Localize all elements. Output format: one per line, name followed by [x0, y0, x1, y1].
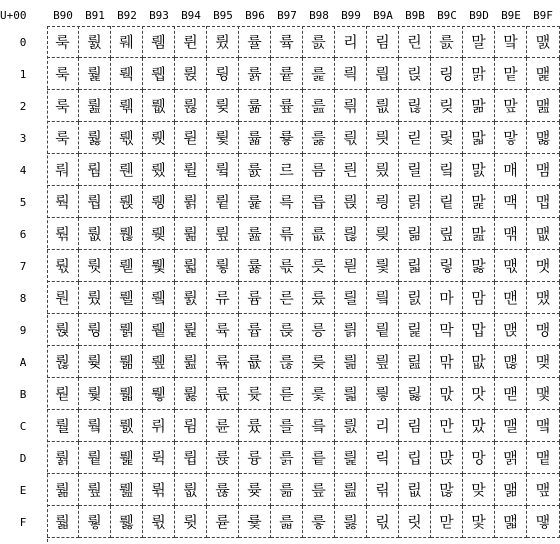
glyph-cell: 마 — [431, 282, 463, 314]
glyph-cell: 륃 — [175, 122, 207, 154]
row-header: C — [19, 420, 27, 433]
glyph-cell: 뤭 — [111, 442, 143, 474]
glyph-cell: 륊 — [175, 346, 207, 378]
glyph-cell: 륞 — [207, 474, 239, 506]
glyph-cell: 릿 — [399, 506, 431, 538]
glyph-cell: 맓 — [463, 122, 495, 154]
glyph-cell: 뤾 — [143, 474, 175, 506]
glyph-cell: 맇 — [431, 250, 463, 282]
glyph-cell: 뤏 — [47, 506, 79, 538]
glyph-cell: 뤪 — [111, 346, 143, 378]
glyph-cell: 맗 — [463, 250, 495, 282]
row-header: F — [19, 516, 27, 529]
glyph-cell: 릞 — [335, 474, 367, 506]
glyph-cell: 륑 — [207, 58, 239, 90]
glyph-cell: 뤺 — [143, 346, 175, 378]
glyph-cell: 뤘 — [79, 282, 111, 314]
glyph-cell: 뤸 — [143, 282, 175, 314]
glyph-cell: 륫 — [239, 378, 271, 410]
glyph-cell: 맜 — [463, 410, 495, 442]
glyph-cell: 맢 — [495, 90, 527, 122]
glyph-cell: 륩 — [239, 314, 271, 346]
glyph-cell: 륳 — [271, 122, 303, 154]
glyph-cell: 맹 — [527, 314, 560, 346]
column-header: B99 — [341, 9, 361, 22]
glyph-cell: 맾 — [527, 474, 560, 506]
glyph-cell: 륱 — [271, 58, 303, 90]
glyph-cell: 뤶 — [143, 218, 175, 250]
glyph-cell: 륕 — [207, 186, 239, 218]
glyph-cell: 륅 — [175, 186, 207, 218]
glyph-cell: 륙 — [207, 314, 239, 346]
row-header: 4 — [19, 164, 27, 177]
glyph-cell: 만 — [431, 410, 463, 442]
glyph-cell: 뤜 — [79, 410, 111, 442]
glyph-cell: 륏 — [175, 506, 207, 538]
glyph-cell: 륤 — [239, 154, 271, 186]
glyph-cell: 림 — [367, 26, 399, 58]
glyph-cell: 맔 — [463, 154, 495, 186]
glyph-cell: 뤑 — [79, 58, 111, 90]
glyph-cell: 륲 — [271, 90, 303, 122]
glyph-cell: 릏 — [303, 506, 335, 538]
glyph-cell: 륧 — [239, 250, 271, 282]
glyph-cell: 뤆 — [47, 218, 79, 250]
glyph-cell: 맘 — [463, 282, 495, 314]
glyph-cell: 맟 — [463, 506, 495, 538]
glyph-cell: 뤬 — [111, 410, 143, 442]
glyph-cell: 립 — [399, 442, 431, 474]
glyph-cell: 륝 — [207, 442, 239, 474]
glyph-cell: 륻 — [271, 378, 303, 410]
glyph-cell: 뤱 — [143, 58, 175, 90]
glyph-cell: 릒 — [335, 90, 367, 122]
column-header: B9C — [437, 9, 457, 22]
glyph-cell: 맄 — [431, 154, 463, 186]
column-header: B92 — [117, 9, 137, 22]
glyph-cell: 뤩 — [111, 314, 143, 346]
glyph-cell: 뤰 — [143, 26, 175, 58]
glyph-cell: 뤠 — [111, 26, 143, 58]
glyph-cell: 릕 — [335, 186, 367, 218]
glyph-cell: 륆 — [175, 218, 207, 250]
glyph-cell: 륡 — [239, 58, 271, 90]
glyph-cell: 릨 — [367, 282, 399, 314]
glyph-cell: 륿 — [271, 506, 303, 538]
glyph-cell: 릡 — [367, 58, 399, 90]
glyph-cell: 맅 — [431, 186, 463, 218]
column-header: B9F — [533, 9, 553, 22]
glyph-cell: 릫 — [367, 378, 399, 410]
glyph-cell: 맰 — [527, 26, 560, 58]
glyph-cell: 뤒 — [79, 90, 111, 122]
glyph-cell: 륀 — [175, 26, 207, 58]
glyph-cell: 릦 — [367, 218, 399, 250]
column-header: B95 — [213, 9, 233, 22]
column-header: B97 — [277, 9, 297, 22]
glyph-cell: 릔 — [335, 154, 367, 186]
glyph-cell: 릎 — [303, 474, 335, 506]
glyph-cell: 릌 — [303, 410, 335, 442]
glyph-cell: 릸 — [399, 282, 431, 314]
glyph-cell: 릑 — [335, 58, 367, 90]
glyph-cell: 뤈 — [47, 282, 79, 314]
column-header: B91 — [85, 9, 105, 22]
glyph-cell: 뤄 — [47, 154, 79, 186]
glyph-cell: 륎 — [175, 474, 207, 506]
row-header: 7 — [19, 260, 27, 273]
glyph-cell: 맯 — [495, 506, 527, 538]
glyph-cell: 릴 — [399, 154, 431, 186]
glyph-cell: 뤌 — [47, 410, 79, 442]
glyph-cell: 릳 — [399, 122, 431, 154]
glyph-cell: 맞 — [463, 474, 495, 506]
glyph-cell: 맬 — [495, 410, 527, 442]
glyph-cell: 릖 — [335, 218, 367, 250]
glyph-cell: 릭 — [367, 442, 399, 474]
glyph-cell: 맨 — [495, 282, 527, 314]
row-header: B — [19, 388, 27, 401]
glyph-cell: 맵 — [527, 186, 560, 218]
glyph-cell: 맫 — [495, 378, 527, 410]
glyph-cell: 릇 — [303, 250, 335, 282]
glyph-cell: 릂 — [303, 90, 335, 122]
glyph-cell: 륋 — [175, 378, 207, 410]
glyph-cell: 릾 — [399, 474, 431, 506]
glyph-cell: 룩 — [47, 122, 79, 154]
glyph-cell: 륁 — [175, 58, 207, 90]
glyph-cell: 뤫 — [111, 378, 143, 410]
glyph-cell: 맡 — [495, 58, 527, 90]
row-header: A — [19, 356, 27, 369]
glyph-cell: 뤉 — [47, 314, 79, 346]
glyph-cell: 릀 — [431, 26, 463, 58]
glyph-cell: 맋 — [431, 378, 463, 410]
glyph-cell: 뤎 — [47, 474, 79, 506]
glyph-cell: 릩 — [367, 314, 399, 346]
glyph-cell: 릪 — [367, 346, 399, 378]
glyph-cell: 륐 — [207, 26, 239, 58]
glyph-cell: 맱 — [527, 58, 560, 90]
glyph-cell: 릷 — [399, 250, 431, 282]
glyph-cell: 뤅 — [47, 186, 79, 218]
glyph-cell: 막 — [431, 314, 463, 346]
glyph-cell: 릹 — [399, 314, 431, 346]
glyph-cell: 뤻 — [143, 378, 175, 410]
glyph-cell: 륜 — [207, 410, 239, 442]
glyph-cell: 륌 — [175, 410, 207, 442]
glyph-cell: 맭 — [495, 442, 527, 474]
glyph-cell: 맒 — [463, 90, 495, 122]
glyph-cell: 릁 — [303, 58, 335, 90]
glyph-cell: 름 — [303, 154, 335, 186]
glyph-cell: 륨 — [239, 282, 271, 314]
glyph-cell: 맃 — [431, 122, 463, 154]
glyph-cell: 뤽 — [143, 442, 175, 474]
glyph-cell: 맙 — [463, 314, 495, 346]
glyph-cell: 륟 — [207, 506, 239, 538]
glyph-cell: 뤓 — [79, 122, 111, 154]
glyph-cell: 뤥 — [111, 186, 143, 218]
glyph-cell: 륬 — [239, 410, 271, 442]
glyph-cell: 뤲 — [143, 90, 175, 122]
glyph-cell: 르 — [271, 154, 303, 186]
glyph-cell: 많 — [431, 474, 463, 506]
glyph-cell: 뤍 — [47, 442, 79, 474]
glyph-cell: 릶 — [399, 218, 431, 250]
row-header: 9 — [19, 324, 27, 337]
glyph-cell: 맠 — [495, 26, 527, 58]
glyph-cell: 릅 — [303, 186, 335, 218]
glyph-cell: 말 — [463, 26, 495, 58]
glyph-cell: 뤐 — [79, 26, 111, 58]
glyph-cell: 뤷 — [143, 250, 175, 282]
glyph-cell: 릣 — [367, 122, 399, 154]
glyph-cell: 릺 — [399, 346, 431, 378]
glyph-cell: 류 — [207, 282, 239, 314]
glyph-cell: 맷 — [527, 250, 560, 282]
glyph-cell: 륦 — [239, 218, 271, 250]
glyph-cell: 맚 — [463, 346, 495, 378]
glyph-cell: 륷 — [271, 250, 303, 282]
glyph-cell: 맺 — [527, 346, 560, 378]
glyph-cell: 뤙 — [79, 314, 111, 346]
column-header: B9E — [501, 9, 521, 22]
glyph-cell: 맏 — [431, 506, 463, 538]
glyph-cell: 맳 — [527, 122, 560, 154]
row-header: 6 — [19, 228, 27, 241]
glyph-cell: 를 — [271, 410, 303, 442]
glyph-cell: 릧 — [367, 250, 399, 282]
glyph-cell: 맦 — [495, 218, 527, 250]
glyph-cell: 릗 — [335, 250, 367, 282]
glyph-cell: 뤨 — [111, 282, 143, 314]
glyph-cell: 뤣 — [111, 122, 143, 154]
column-header: B9D — [469, 9, 489, 22]
row-header: 5 — [19, 196, 27, 209]
glyph-cell: 른 — [271, 282, 303, 314]
glyph-cell: 뤳 — [143, 122, 175, 154]
glyph-cell: 맿 — [527, 506, 560, 538]
glyph-cell: 륣 — [239, 122, 271, 154]
glyph-cell: 률 — [239, 26, 271, 58]
glyph-cell: 륶 — [271, 218, 303, 250]
glyph-cell: 뤼 — [143, 410, 175, 442]
row-header: E — [19, 484, 27, 497]
glyph-cell: 뤡 — [111, 58, 143, 90]
glyph-cell: 릲 — [399, 90, 431, 122]
glyph-cell: 릝 — [335, 442, 367, 474]
glyph-cell: 릘 — [335, 282, 367, 314]
glyph-cell: 릉 — [303, 314, 335, 346]
glyph-cell: 륛 — [207, 378, 239, 410]
glyph-cell: 맛 — [463, 378, 495, 410]
glyph-cell: 륔 — [207, 154, 239, 186]
glyph-cell: 맣 — [495, 122, 527, 154]
glyph-cell: 룩 — [47, 58, 79, 90]
glyph-cell: 맮 — [495, 474, 527, 506]
glyph-cell: 릢 — [367, 90, 399, 122]
column-header: B90 — [53, 9, 73, 22]
glyph-cell: 뤿 — [143, 506, 175, 538]
glyph-cell: 릆 — [303, 218, 335, 250]
glyph-cell: 뤊 — [47, 346, 79, 378]
glyph-cell: 맪 — [495, 346, 527, 378]
glyph-cell: 릊 — [303, 346, 335, 378]
glyph-cell: 맂 — [431, 90, 463, 122]
glyph-cell: 맸 — [527, 282, 560, 314]
glyph-cell: 맻 — [527, 378, 560, 410]
glyph-cell: 망 — [463, 442, 495, 474]
glyph-cell: 뤵 — [143, 186, 175, 218]
glyph-cell: 맥 — [495, 186, 527, 218]
glyph-cell: 릋 — [303, 378, 335, 410]
glyph-cell: 릜 — [335, 410, 367, 442]
corner-label: U+00 — [0, 9, 27, 22]
glyph-cell: 릚 — [335, 346, 367, 378]
glyph-cell: 륯 — [239, 506, 271, 538]
glyph-cell: 뤚 — [79, 346, 111, 378]
glyph-cell: 릥 — [367, 186, 399, 218]
glyph-cell: 룩 — [47, 90, 79, 122]
glyph-cell: 릃 — [303, 122, 335, 154]
glyph-cell: 륄 — [175, 154, 207, 186]
glyph-cell: 뤤 — [111, 154, 143, 186]
glyph-cell: 뤝 — [79, 442, 111, 474]
glyph-cell: 맼 — [527, 410, 560, 442]
glyph-cell: 맖 — [463, 218, 495, 250]
column-header: B9A — [373, 9, 393, 22]
glyph-cell: 륾 — [271, 474, 303, 506]
glyph-cell: 맽 — [527, 442, 560, 474]
glyph-cell: 륍 — [175, 442, 207, 474]
glyph-cell: 륹 — [271, 314, 303, 346]
column-header: B9B — [405, 9, 425, 22]
glyph-cell: 륓 — [207, 122, 239, 154]
glyph-cell: 림 — [399, 410, 431, 442]
row-header: D — [19, 452, 27, 465]
row-header: 2 — [19, 100, 27, 113]
row-header: 3 — [19, 132, 27, 145]
glyph-cell: 뤧 — [111, 250, 143, 282]
glyph-cell: 릍 — [303, 442, 335, 474]
column-header: B93 — [149, 9, 169, 22]
glyph-cell: 뤋 — [47, 378, 79, 410]
glyph-cell: 뤔 — [79, 154, 111, 186]
glyph-cell: 륢 — [239, 90, 271, 122]
glyph-cell: 맴 — [527, 154, 560, 186]
glyph-cell: 릓 — [335, 122, 367, 154]
glyph-cell: 륇 — [175, 250, 207, 282]
glyph-cell: 링 — [431, 58, 463, 90]
glyph-cell: 륮 — [239, 474, 271, 506]
glyph-cell: 륈 — [175, 282, 207, 314]
glyph-cell: 륽 — [271, 442, 303, 474]
glyph-cell: 뤢 — [111, 90, 143, 122]
glyph-cell: 뤕 — [79, 186, 111, 218]
glyph-cell: 룩 — [47, 26, 79, 58]
glyph-cell: 맑 — [463, 58, 495, 90]
glyph-cell: 륚 — [207, 346, 239, 378]
glyph-cell: 륉 — [175, 314, 207, 346]
glyph-cell: 륂 — [175, 90, 207, 122]
glyph-cell: 륗 — [207, 250, 239, 282]
glyph-cell: 륰 — [271, 26, 303, 58]
glyph-cell: 뤯 — [111, 506, 143, 538]
glyph-cell: 릱 — [399, 58, 431, 90]
glyph-cell: 뤟 — [79, 506, 111, 538]
glyph-cell: 뤗 — [79, 250, 111, 282]
glyph-cell: 륖 — [207, 218, 239, 250]
glyph-cell: 릻 — [399, 378, 431, 410]
glyph-cell: 뤴 — [143, 154, 175, 186]
glyph-cell: 릈 — [303, 282, 335, 314]
glyph-cell: 맕 — [463, 186, 495, 218]
glyph-cell: 뤮 — [111, 474, 143, 506]
glyph-cell: 린 — [399, 26, 431, 58]
column-header: B94 — [181, 9, 201, 22]
glyph-cell: 릀 — [303, 26, 335, 58]
glyph-cell: 뤦 — [111, 218, 143, 250]
glyph-cell: 맩 — [495, 314, 527, 346]
glyph-cell: 륥 — [239, 186, 271, 218]
glyph-cell: 리 — [335, 26, 367, 58]
glyph-cell: 륪 — [239, 346, 271, 378]
glyph-cell: 륭 — [239, 442, 271, 474]
glyph-cell: 륵 — [271, 186, 303, 218]
glyph-cell: 릯 — [367, 506, 399, 538]
glyph-cell: 뤇 — [47, 250, 79, 282]
row-header: 0 — [19, 36, 27, 49]
glyph-cell: 뤹 — [143, 314, 175, 346]
glyph-cell: 릵 — [399, 186, 431, 218]
glyph-cell: 맧 — [495, 250, 527, 282]
glyph-cell: 맆 — [431, 218, 463, 250]
glyph-cell: 리 — [367, 410, 399, 442]
character-grid — [47, 26, 560, 542]
row-header: 1 — [19, 68, 27, 81]
glyph-cell: 뤖 — [79, 218, 111, 250]
glyph-cell: 맊 — [431, 346, 463, 378]
column-header: B98 — [309, 9, 329, 22]
glyph-cell: 륒 — [207, 90, 239, 122]
glyph-cell: 릛 — [335, 378, 367, 410]
glyph-cell: 맲 — [527, 90, 560, 122]
glyph-cell: 릤 — [367, 154, 399, 186]
glyph-cell: 릙 — [335, 314, 367, 346]
glyph-cell: 륺 — [271, 346, 303, 378]
glyph-cell: 릟 — [335, 506, 367, 538]
glyph-cell: 릮 — [367, 474, 399, 506]
glyph-cell: 맍 — [431, 442, 463, 474]
glyph-cell: 뤞 — [79, 474, 111, 506]
row-header: 8 — [19, 292, 27, 305]
glyph-cell: 매 — [495, 154, 527, 186]
glyph-cell: 맶 — [527, 218, 560, 250]
column-header: B96 — [245, 9, 265, 22]
glyph-cell: 뤛 — [79, 378, 111, 410]
